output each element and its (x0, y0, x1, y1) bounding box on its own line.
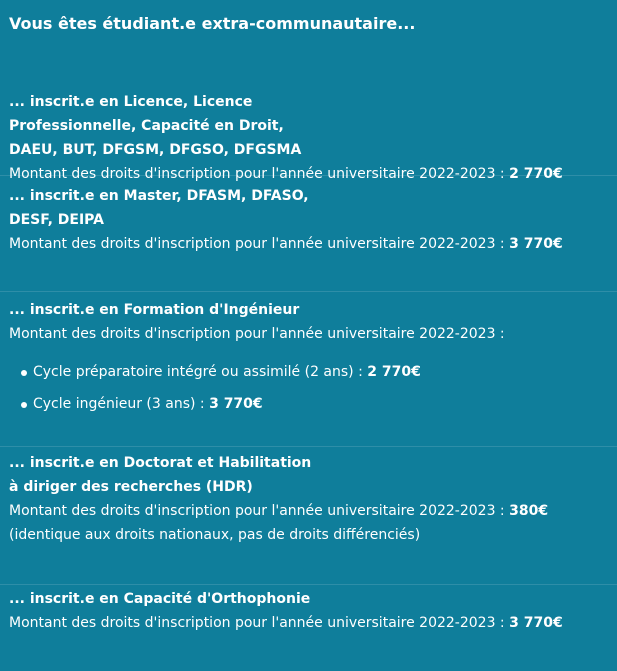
fee-note: (identique aux droits nationaux, pas de droits différenciés) (9, 527, 421, 543)
section-orthophonie (0, 585, 617, 655)
bullet-icon (21, 370, 27, 376)
page-title: Vous êtes étudiant.e extra-communautaire... (9, 14, 416, 33)
section-licence (0, 35, 617, 182)
list-item (21, 392, 608, 416)
fee-text (9, 499, 608, 523)
section-heading: ... inscrit.e en Formation d'Ingénieur (9, 302, 300, 318)
fee-label: Montant des droits d'inscription pour l'année universitaire 2022-2023 : (9, 236, 510, 252)
fee-text (9, 162, 608, 186)
section-heading: ... inscrit.e en Master, DFASM, DFASO, DESF, DEIPA (9, 188, 309, 228)
fee-label: Montant des droits d'inscription pour l'année universitaire 2022-2023 : (9, 166, 510, 182)
fee-amount: 3 770€ (509, 236, 563, 252)
fee-label: Montant des droits d'inscription pour l'année universitaire 2022-2023 : (9, 503, 510, 519)
section-master (0, 176, 617, 292)
fee-amount: 380€ (509, 503, 549, 519)
section-doctorat (0, 447, 617, 585)
fee-amount: 3 770€ (509, 615, 563, 631)
section-ingenieur (0, 292, 617, 447)
fee-text: Montant des droits d'inscription pour l'année universitaire 2022-2023 : (9, 326, 505, 342)
list-item-amount: 3 770€ (209, 396, 263, 412)
list-item (21, 360, 608, 384)
list-item-label: Cycle ingénieur (3 ans) : (33, 396, 210, 412)
cycle-list (9, 360, 608, 416)
fee-label: Montant des droits d'inscription pour l'année universitaire 2022-2023 : (9, 615, 510, 631)
fee-text (9, 232, 608, 256)
list-item-amount: 2 770€ (367, 364, 421, 380)
section-heading: ... inscrit.e en Doctorat et Habilitation à diriger des recherches (HDR) (9, 455, 312, 495)
section-heading: ... inscrit.e en Licence, Licence Professionnelle, Capacité en Droit, DAEU, BUT, DFGSM, DFGSO, DFGSMA (9, 94, 302, 158)
section-heading: ... inscrit.e en Capacité d'Orthophonie (9, 591, 311, 607)
list-item-label: Cycle préparatoire intégré ou assimilé (2 ans) : (33, 364, 368, 380)
fee-amount: 2 770€ (509, 166, 563, 182)
bullet-icon (21, 402, 27, 408)
fee-text (9, 611, 608, 635)
